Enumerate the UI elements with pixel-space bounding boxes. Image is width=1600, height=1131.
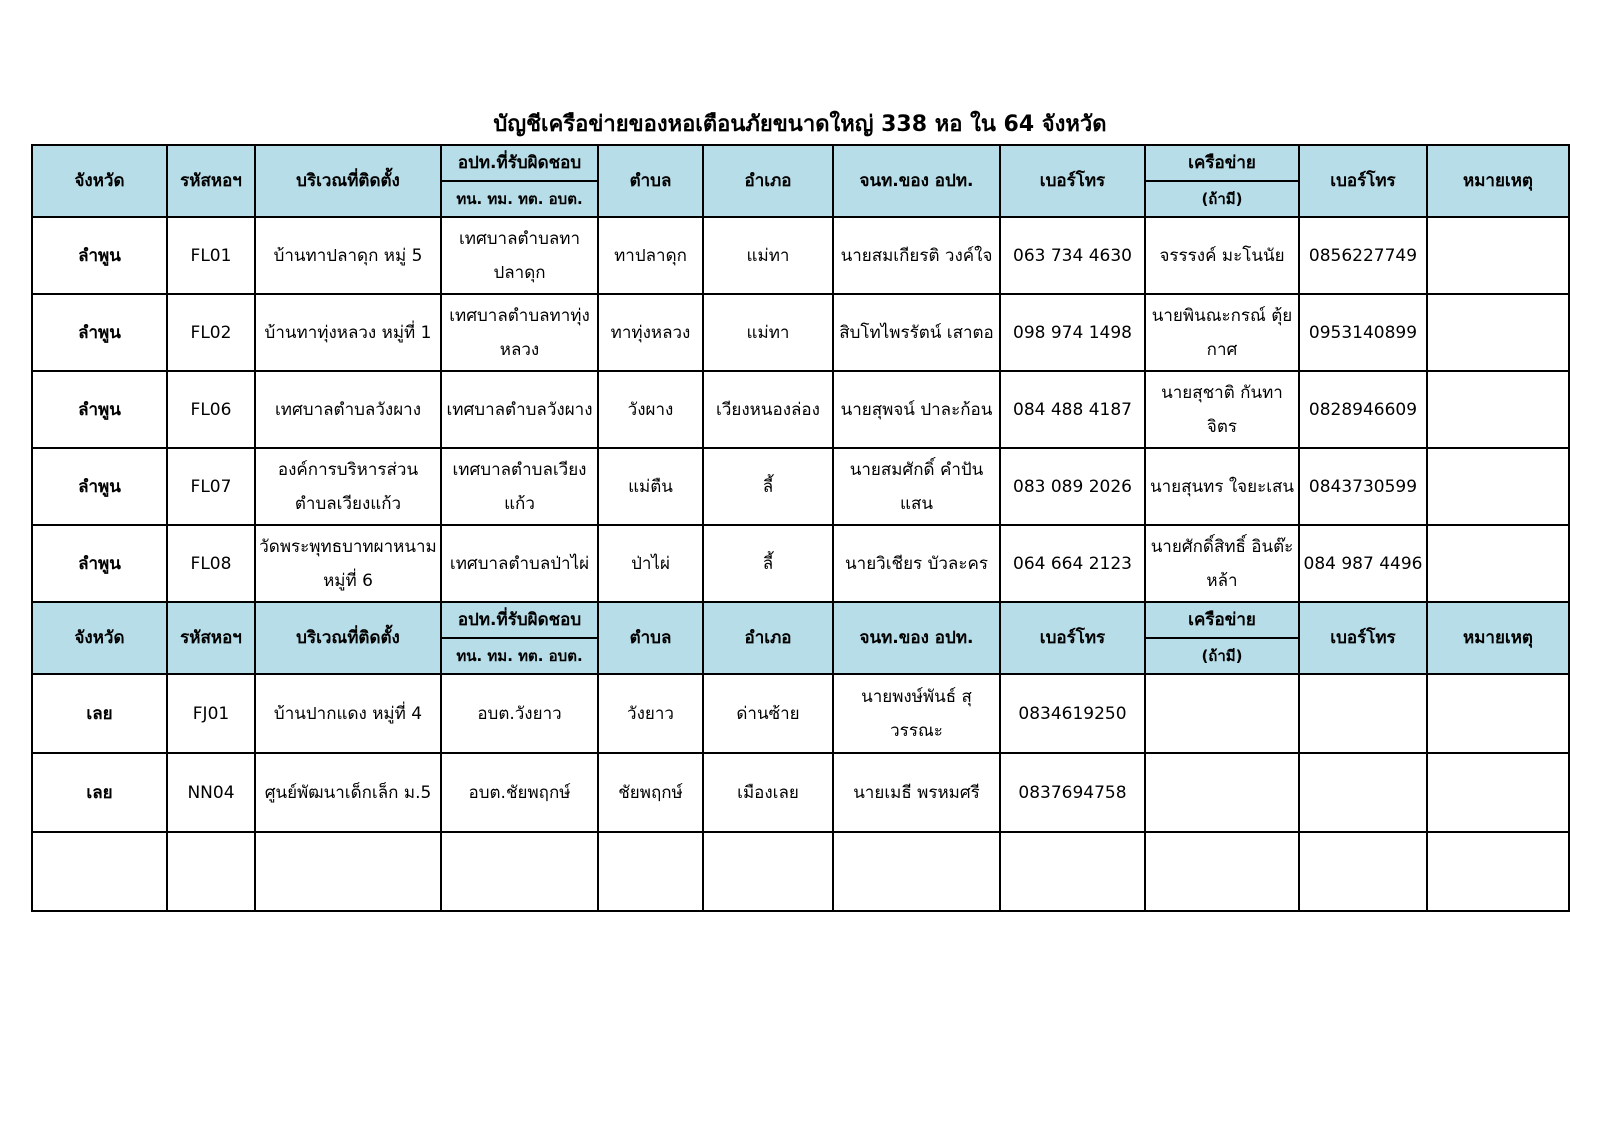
cell-remark bbox=[1427, 448, 1569, 525]
header-responsible: อปท.ที่รับผิดชอบ bbox=[441, 602, 598, 638]
header-network: เครือข่าย bbox=[1145, 145, 1299, 181]
cell-location: บ้านทาทุ่งหลวง หมู่ที่ 1 bbox=[255, 294, 441, 371]
cell-remark bbox=[1427, 674, 1569, 753]
cell-phone: 083 089 2026 bbox=[1000, 448, 1145, 525]
table-row bbox=[32, 525, 1569, 602]
cell-district: เมืองเลย bbox=[703, 753, 833, 832]
header-district: อำเภอ bbox=[703, 145, 833, 217]
table-row bbox=[32, 294, 1569, 371]
cell-remark bbox=[1427, 753, 1569, 832]
cell-subdistrict: ทาทุ่งหลวง bbox=[598, 294, 703, 371]
cell-subdistrict: ป่าไผ่ bbox=[598, 525, 703, 602]
cell-officer: นายเมธี พรหมศรี bbox=[833, 753, 1000, 832]
header-location: บริเวณที่ติดตั้ง bbox=[255, 602, 441, 674]
cell-network-phone: 0953140899 bbox=[1299, 294, 1427, 371]
cell-location: เทศบาลตำบลวังผาง bbox=[255, 371, 441, 448]
cell-responsible: เทศบาลตำบลป่าไผ่ bbox=[441, 525, 598, 602]
header-remark: หมายเหตุ bbox=[1427, 145, 1569, 217]
table-row bbox=[32, 832, 1569, 911]
header-phone: เบอร์โทร bbox=[1000, 145, 1145, 217]
cell-province: เลย bbox=[32, 674, 167, 753]
cell-code: NN04 bbox=[167, 753, 255, 832]
cell-officer: นายพงษ์พันธ์ สุวรรณะ bbox=[833, 674, 1000, 753]
cell-network: นายพินณะกรณ์ ตุ้ยกาศ bbox=[1145, 294, 1299, 371]
cell-district: แม่ทา bbox=[703, 217, 833, 294]
cell-responsible: เทศบาลตำบลเวียงแก้ว bbox=[441, 448, 598, 525]
header-network-sub: (ถ้ามี) bbox=[1145, 181, 1299, 217]
cell-code: FL07 bbox=[167, 448, 255, 525]
cell-phone: 063 734 4630 bbox=[1000, 217, 1145, 294]
cell-officer: สิบโทไพรรัตน์ เสาตอ bbox=[833, 294, 1000, 371]
header-tower-code: รหัสหอฯ bbox=[167, 602, 255, 674]
header-row bbox=[32, 145, 1569, 181]
cell-district: เวียงหนองล่อง bbox=[703, 371, 833, 448]
cell-remark bbox=[1427, 371, 1569, 448]
header-subdistrict: ตำบล bbox=[598, 145, 703, 217]
cell-subdistrict: วังยาว bbox=[598, 674, 703, 753]
header-district: อำเภอ bbox=[703, 602, 833, 674]
cell-phone: 084 488 4187 bbox=[1000, 371, 1145, 448]
cell-remark bbox=[1427, 832, 1569, 911]
header-province: จังหวัด bbox=[32, 602, 167, 674]
header-row bbox=[32, 602, 1569, 638]
cell-remark bbox=[1427, 525, 1569, 602]
cell-remark bbox=[1427, 217, 1569, 294]
cell-province: ลำพูน bbox=[32, 217, 167, 294]
cell-district: ลี้ bbox=[703, 448, 833, 525]
cell-network: จรรรงค์ มะโนนัย bbox=[1145, 217, 1299, 294]
table-row bbox=[32, 217, 1569, 294]
cell-location: ศูนย์พัฒนาเด็กเล็ก ม.5 bbox=[255, 753, 441, 832]
cell-network bbox=[1145, 753, 1299, 832]
cell-subdistrict: ทาปลาดุก bbox=[598, 217, 703, 294]
cell-network-phone bbox=[1299, 674, 1427, 753]
cell-network-phone: 0843730599 bbox=[1299, 448, 1427, 525]
cell-location: บ้านปากแดง หมู่ที่ 4 bbox=[255, 674, 441, 753]
cell-phone: 0834619250 bbox=[1000, 674, 1145, 753]
header-tower-code: รหัสหอฯ bbox=[167, 145, 255, 217]
header-subdistrict: ตำบล bbox=[598, 602, 703, 674]
header-network-sub: (ถ้ามี) bbox=[1145, 638, 1299, 674]
header-network-phone: เบอร์โทร bbox=[1299, 602, 1427, 674]
cell-responsible: เทศบาลตำบลวังผาง bbox=[441, 371, 598, 448]
table-row bbox=[32, 371, 1569, 448]
cell-network-phone bbox=[1299, 753, 1427, 832]
cell-officer: นายวิเชียร บัวละคร bbox=[833, 525, 1000, 602]
cell-officer: นายสมศักดิ์ คำปันแสน bbox=[833, 448, 1000, 525]
table-row bbox=[32, 674, 1569, 753]
table-row bbox=[32, 448, 1569, 525]
header-phone: เบอร์โทร bbox=[1000, 602, 1145, 674]
cell-code: FL08 bbox=[167, 525, 255, 602]
cell-subdistrict: วังผาง bbox=[598, 371, 703, 448]
document-title: บัญชีเครือข่ายของหอเตือนภัยขนาดใหญ่ 338 หอ ใน 64 จังหวัด bbox=[493, 112, 1107, 137]
cell-network: นายศักดิ์สิทธิ์ อินต๊ะหล้า bbox=[1145, 525, 1299, 602]
cell-phone: 0837694758 bbox=[1000, 753, 1145, 832]
cell-province: ลำพูน bbox=[32, 525, 167, 602]
cell-network-phone: 0856227749 bbox=[1299, 217, 1427, 294]
cell-subdistrict: ชัยพฤกษ์ bbox=[598, 753, 703, 832]
header-officer: จนท.ของ อปท. bbox=[833, 145, 1000, 217]
cell-code: FL06 bbox=[167, 371, 255, 448]
cell-location: วัดพระพุทธบาทผาหนาม หมู่ที่ 6 bbox=[255, 525, 441, 602]
warning-tower-table bbox=[31, 144, 1570, 912]
cell-network-phone: 084 987 4496 bbox=[1299, 525, 1427, 602]
cell-remark bbox=[1427, 294, 1569, 371]
header-responsible-sub: ทน. ทม. ทต. อบต. bbox=[441, 638, 598, 674]
cell-officer: นายสุพจน์ ปาละก้อน bbox=[833, 371, 1000, 448]
cell-district: ลี้ bbox=[703, 525, 833, 602]
cell-responsible: เทศบาลตำบลทาทุ่งหลวง bbox=[441, 294, 598, 371]
table-row bbox=[32, 753, 1569, 832]
cell-phone: 098 974 1498 bbox=[1000, 294, 1145, 371]
cell-responsible: อบต.วังยาว bbox=[441, 674, 598, 753]
cell-province bbox=[32, 832, 167, 911]
cell-code bbox=[167, 832, 255, 911]
cell-location bbox=[255, 832, 441, 911]
cell-phone bbox=[1000, 832, 1145, 911]
cell-district: แม่ทา bbox=[703, 294, 833, 371]
header-responsible: อปท.ที่รับผิดชอบ bbox=[441, 145, 598, 181]
cell-responsible: เทศบาลตำบลทาปลาดุก bbox=[441, 217, 598, 294]
cell-subdistrict bbox=[598, 832, 703, 911]
cell-subdistrict: แม่ตืน bbox=[598, 448, 703, 525]
cell-code: FJ01 bbox=[167, 674, 255, 753]
header-responsible-sub: ทน. ทม. ทต. อบต. bbox=[441, 181, 598, 217]
cell-province: ลำพูน bbox=[32, 448, 167, 525]
cell-network-phone bbox=[1299, 832, 1427, 911]
cell-network: นายสุนทร ใจยะเสน bbox=[1145, 448, 1299, 525]
cell-responsible bbox=[441, 832, 598, 911]
cell-province: ลำพูน bbox=[32, 371, 167, 448]
cell-network: นายสุชาติ กันทาจิตร bbox=[1145, 371, 1299, 448]
cell-network-phone: 0828946609 bbox=[1299, 371, 1427, 448]
header-province: จังหวัด bbox=[32, 145, 167, 217]
header-officer: จนท.ของ อปท. bbox=[833, 602, 1000, 674]
cell-officer: นายสมเกียรติ วงค์ใจ bbox=[833, 217, 1000, 294]
cell-responsible: อบต.ชัยพฤกษ์ bbox=[441, 753, 598, 832]
cell-location: บ้านทาปลาดุก หมู่ 5 bbox=[255, 217, 441, 294]
cell-code: FL01 bbox=[167, 217, 255, 294]
header-location: บริเวณที่ติดตั้ง bbox=[255, 145, 441, 217]
cell-location: องค์การบริหารส่วนตำบลเวียงแก้ว bbox=[255, 448, 441, 525]
header-network: เครือข่าย bbox=[1145, 602, 1299, 638]
cell-province: ลำพูน bbox=[32, 294, 167, 371]
cell-network bbox=[1145, 832, 1299, 911]
header-network-phone: เบอร์โทร bbox=[1299, 145, 1427, 217]
cell-code: FL02 bbox=[167, 294, 255, 371]
header-remark: หมายเหตุ bbox=[1427, 602, 1569, 674]
cell-province: เลย bbox=[32, 753, 167, 832]
cell-phone: 064 664 2123 bbox=[1000, 525, 1145, 602]
cell-district: ด่านซ้าย bbox=[703, 674, 833, 753]
cell-district bbox=[703, 832, 833, 911]
cell-network bbox=[1145, 674, 1299, 753]
cell-officer bbox=[833, 832, 1000, 911]
